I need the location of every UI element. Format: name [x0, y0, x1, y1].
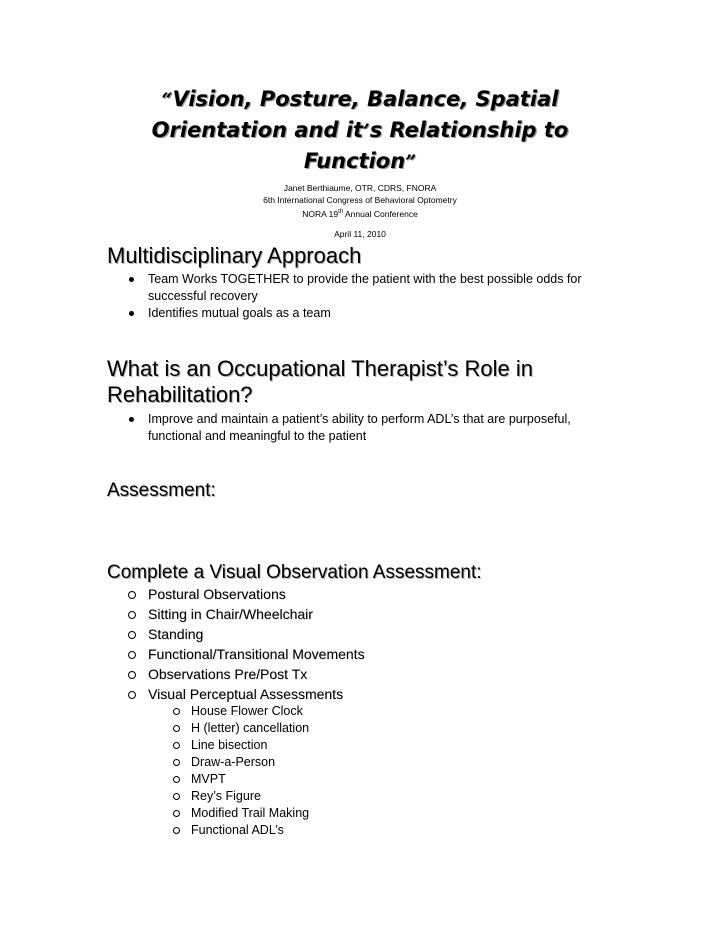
list-item: Observations Pre/Post Tx	[127, 664, 607, 684]
bullet-icon	[129, 311, 134, 316]
bullet-icon	[129, 417, 134, 422]
sub-list-item: MVPT	[172, 771, 572, 788]
congress-line: 6th International Congress of Behavioral Optometry	[263, 195, 457, 205]
circle-bullet-icon	[128, 611, 136, 619]
title-line-3: Function”	[303, 149, 417, 173]
document-title	[120, 84, 600, 177]
circle-bullet-icon	[173, 759, 180, 766]
bullet-icon	[129, 277, 134, 282]
list-item: Sitting in Chair/Wheelchair	[127, 604, 607, 624]
circle-bullet-icon	[173, 776, 180, 783]
list-item: Functional/Transitional Movements	[127, 644, 607, 664]
circle-bullet-icon	[173, 793, 180, 800]
circle-bullet-icon	[128, 671, 136, 679]
sub-list-item: H (letter) cancellation	[172, 720, 572, 737]
observation-list	[127, 584, 607, 704]
author-line: Janet Berthiaume, OTR, CDRS, FNORA	[283, 183, 437, 193]
date-line: April 11, 2010	[334, 229, 386, 239]
title-line-2: Orientation and it’s Relationship to	[151, 118, 569, 142]
list-item: Standing	[127, 624, 607, 644]
title-line-1: “Vision, Posture, Balance, Spatial	[161, 87, 559, 111]
heading-ot-role: What is an Occupational Therapist’s Role in Rehabilitation?	[107, 356, 533, 407]
bullet-item: Team Works TOGETHER to provide the patient with the best possible odds for successful recovery	[127, 271, 627, 305]
circle-bullet-icon	[128, 591, 136, 599]
heading-assessment: Assessment:	[107, 480, 216, 501]
circle-bullet-icon	[173, 827, 180, 834]
conference-line: NORA 19th Annual Conference	[302, 208, 418, 219]
sub-list-item: Draw-a-Person	[172, 754, 572, 771]
assessment-sublist	[172, 703, 572, 839]
sub-list-item: House Flower Clock	[172, 703, 572, 720]
sub-list-item: Modified Trail Making	[172, 805, 572, 822]
circle-bullet-icon	[173, 742, 180, 749]
circle-bullet-icon	[128, 651, 136, 659]
circle-bullet-icon	[128, 631, 136, 639]
sub-list-item: Functional ADL’s	[172, 822, 572, 839]
circle-bullet-icon	[173, 708, 180, 715]
sub-list-item: Line bisection	[172, 737, 572, 754]
circle-bullet-icon	[173, 810, 180, 817]
list-item: Visual Perceptual Assessments	[127, 684, 607, 704]
heading-multidisciplinary: Multidisciplinary Approach	[107, 243, 362, 268]
heading-visual-observation: Complete a Visual Observation Assessment:	[107, 562, 482, 583]
circle-bullet-icon	[173, 725, 180, 732]
bullet-item: Improve and maintain a patient’s ability to perform ADL’s that are purposeful, functional and meaningful to the patient	[127, 411, 627, 445]
ot-role-bullets	[127, 411, 627, 445]
sub-list-item: Rey’s Figure	[172, 788, 572, 805]
bullet-item: Identifies mutual goals as a team	[127, 305, 627, 322]
circle-bullet-icon	[128, 691, 136, 699]
multidisciplinary-bullets	[127, 271, 627, 322]
list-item: Postural Observations	[127, 584, 607, 604]
